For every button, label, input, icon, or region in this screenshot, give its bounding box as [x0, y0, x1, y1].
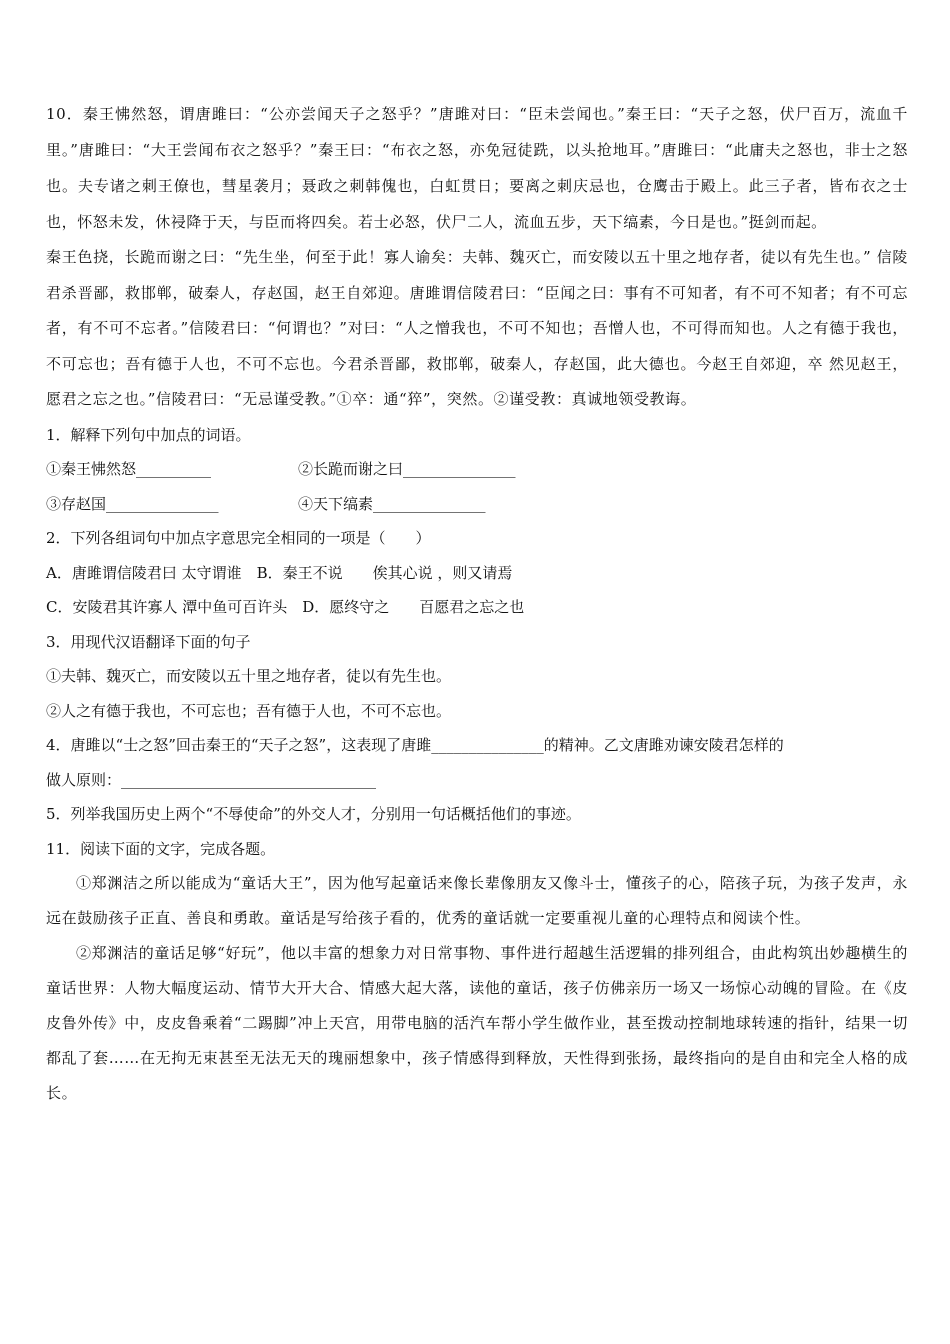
q5-text: 5．列举我国历史上两个“不辱使命”的外交人才，分别用一句话概括他们的事迹。: [46, 805, 581, 823]
q2-options-cd: C．安陵君其许寡人 潭中鱼可百许头 D．愿终守之 百愿君之忘之也: [46, 598, 525, 616]
q1-row-2: [46, 487, 908, 522]
q1-item-4: ④天下缟素_______________: [298, 494, 486, 513]
q4-line-1: 4．唐雎以“士之怒”回击秦王的“天子之怒”，这表现了唐雎_______________的精神。乙文唐雎劝谏安陵君怎样的: [46, 736, 784, 754]
q2-title: 2．下列各组词句中加点字意思完全相同的一项是（ ）: [46, 529, 431, 547]
passage-b: 秦王色挠，长跪而谢之曰：“先生坐，何至于此！寡人谕矣：夫韩、魏灭亡，而安陵以五十里之地存者，徒以有先生也。” 信陵君杀晋鄙，救邯郸，破秦人，存赵国，赵王自郊迎。唐雎谓信陵君曰：“臣闻之曰：事有不可知者，有不可不知者；有不可忘者，有不可不忘者。”信陵君曰：“何谓也？”对曰：“人之憎我也，不可不知也；吾憎人也，不可得而知也。人之有德于我也，不可忘也；吾有德于人也，不可不忘也。今君杀晋鄙，救邯郸，破秦人，存赵国，此大德也。今赵王自郊迎，卒 然见赵王，愿君之忘之也。”信陵君曰：“无忌谨受教。”①卒：通“猝”，突然。②谨受教：真诚地领受教诲。: [46, 248, 908, 408]
q1-item-1: ①秦王怫然怒__________: [46, 460, 212, 478]
document-page: [46, 96, 908, 1111]
q1-item-3: ③存赵国_______________: [46, 494, 219, 513]
q11-title: 11．阅读下面的文字，完成各题。: [46, 839, 276, 858]
q1-item-2: ②长跪而谢之曰_______________: [298, 460, 516, 478]
passage-a: 10．秦王怫然怒，谓唐雎曰：“公亦尝闻天子之怒乎？”唐雎对曰：“臣未尝闻也。”秦王曰：“天子之怒，伏尸百万，流血千里。”唐雎曰：“大王尝闻布衣之怒乎？”秦王曰：“布衣之怒，亦免冠徒跣，以头抢地耳。”唐雎曰：“此庸夫之怒也，非士之怒也。夫专诸之刺王僚也，彗星袭月；聂政之刺韩傀也，白虹贯日；要离之刺庆忌也，仓鹰击于殿上。此三子者，皆布衣之士也，怀怒未发，休祲降于天，与臣而将四矣。若士必怒，伏尸二人，流血五步，天下缟素，今日是也。”挺剑而起。: [46, 105, 908, 231]
q1-row-1: [46, 452, 908, 487]
q3-title: 3．用现代汉语翻译下面的句子: [46, 632, 251, 651]
q3-sentence-2: ②人之有德于我也，不可忘也；吾有德于人也，不可不忘也。: [46, 701, 452, 720]
q11-paragraph-1: ①郑渊洁之所以能成为“童话大王”，因为他写起童话来像长辈像朋友又像斗士，懂孩子的心，陪孩子玩，为孩子发声，永远在鼓励孩子正直、善良和勇敢。童话是写给孩子看的，优秀的童话就一定要重视儿童的心理特点和阅读个性。: [46, 874, 908, 927]
q3-sentence-1: ①夫韩、魏灭亡，而安陵以五十里之地存者，徒以有先生也。: [46, 667, 452, 685]
q4-line-2: 做人原则：__________________________________: [46, 770, 377, 789]
q1-title: 1．解释下列句中加点的词语。: [46, 425, 251, 444]
q2-options-ab: A．唐雎谓信陵君曰 太守谓谁 B．秦王不说 俟其心说 ，则又请焉: [46, 563, 513, 582]
q11-paragraph-2: ②郑渊洁的童话足够“好玩”，他以丰富的想象力对日常事物、事件进行超越生活逻辑的排列组合，由此构筑出妙趣横生的童话世界：人物大幅度运动、情节大开大合、情感大起大落，读他的童话，孩子仿佛亲历一场又一场惊心动魄的冒险。在《皮皮鲁外传》中，皮皮鲁乘着“二踢脚”冲上天宫，用带电脑的活汽车帮小学生做作业，甚至拨动控制地球转速的指针，结果一切都乱了套……在无拘无束甚至无法无天的瑰丽想象中，孩子情感得到释放，天性得到张扬，最终指向的是自由和完全人格的成长。: [46, 944, 908, 1102]
